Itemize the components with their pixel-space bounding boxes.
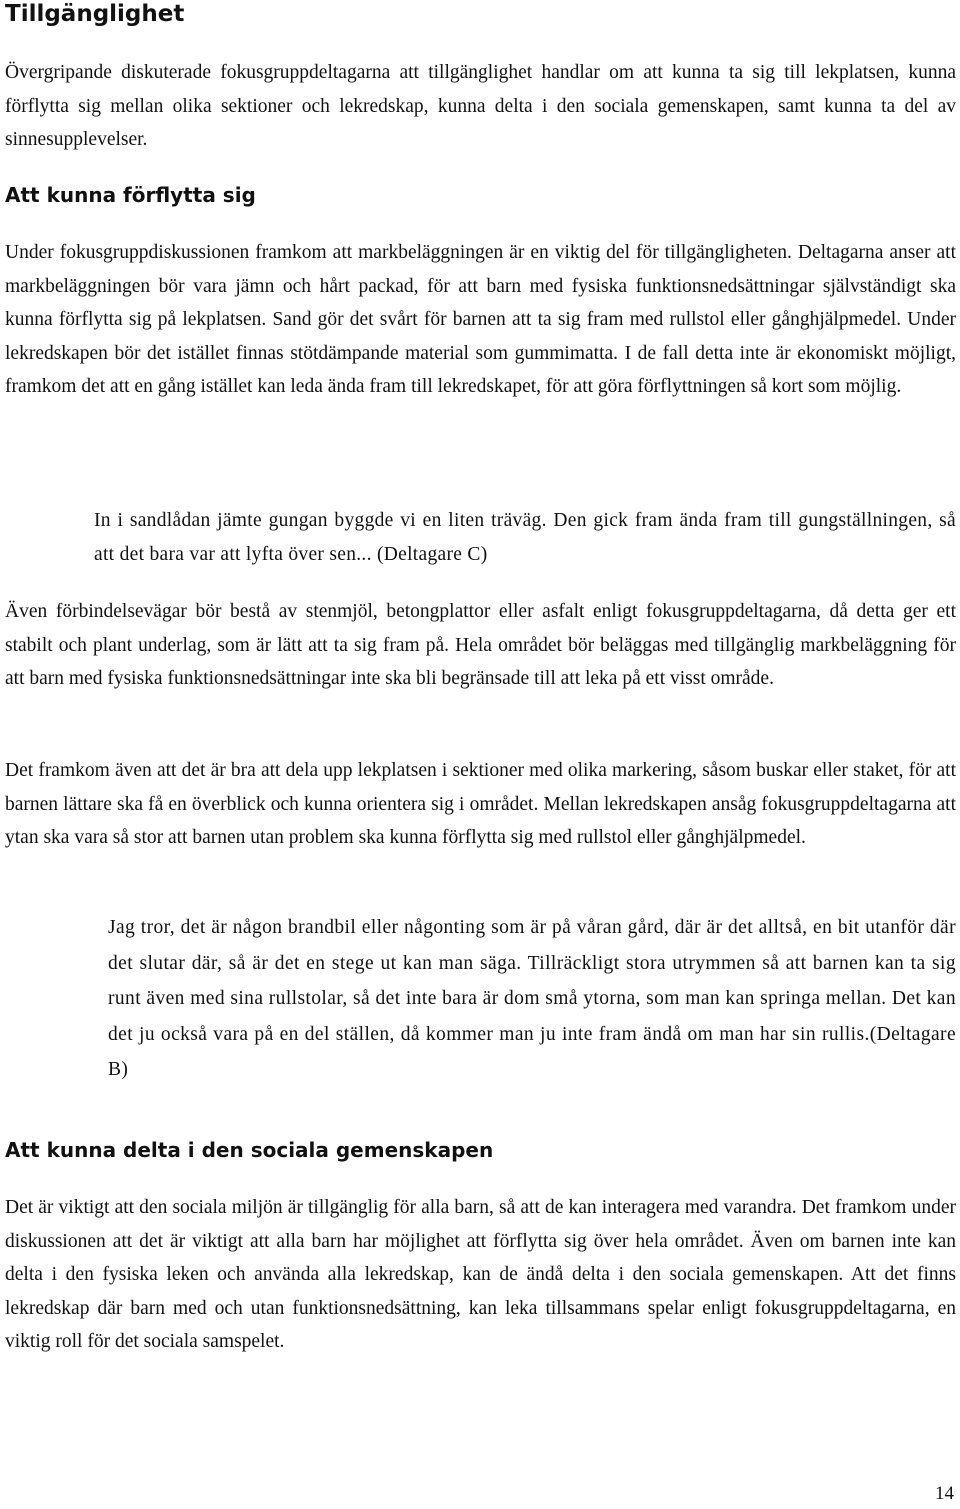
- paragraph-sektioner: Det framkom även att det är bra att dela upp lekplatsen i sektioner med olika markering, såsom buskar eller staket, för att barnen lättare ska få en överblick och kunna orientera sig i området. Mellan lekredskapen ansåg fokusgruppdeltagarna att ytan ska vara så stor att barnen utan problem ska kunna förflytta sig med rullstol eller gånghjälpmedel.: [5, 760, 956, 849]
- paragraph-social-miljo: Det är viktigt att den sociala miljön är tillgänglig för alla barn, så att de kan interagera med varandra. Det framkom under diskussionen att det är viktigt att alla barn har möjlighet att förflytta sig över hela området. Även om barnen inte kan delta i den fysiska leken och använda alla lekredskap, kan de ändå delta i den sociala gemenskapen. Att det finns lekredskap där barn med och utan funktionsnedsättning, kan leka tillsammans spelar enligt fokusgruppdeltagarna, en viktig roll för det sociala samspelet.: [5, 1197, 956, 1353]
- paragraph-markbelaggning: Under fokusgruppdiskussionen framkom att markbeläggningen är en viktig del för tillgängligheten. Deltagarna anser att markbeläggningen bör vara jämn och hårt packad, för att barn med fysiska funktionsnedsättningar självständigt ska kunna förflytta sig på lekplatsen. Sand gör det svårt för barnen att ta sig fram med rullstol eller gånghjälpmedel. Under lekredskapen bör det istället finnas stötdämpande material som gummimatta. I de fall detta inte är ekonomiskt möjligt, framkom det att en gång istället kan leda ända fram till lekredskapet, för att göra förflyttningen så kort som möjlig.: [5, 242, 956, 398]
- quote-deltagare-b: Jag tror, det är någon brandbil eller någonting som är på våran gård, där är det alltså, en bit utanför där det slutar där, så är det en stege ut kan man säga. Tillräckligt stora utrymmen så att barnen kan ta sig runt även med sina rullstolar, så det inte bara är dom små ytorna, som man kan springa mellan. Det kan det ju också vara på en del ställen, då kommer man ju inte fram ändå om man har sin rullis.(Deltagare B): [108, 917, 956, 1080]
- subheading-forflytta: Att kunna förflytta sig: [5, 183, 256, 207]
- paragraph-forbindelsevagar: Även förbindelsevägar bör bestå av stenmjöl, betongplattor eller asfalt enligt fokusgruppdeltagarna, då detta ger ett stabilt och plant underlag, som är lätt att ta sig fram på. Hela området bör beläggas med tillgänglig markbeläggning för att barn med fysiska funktionsnedsättningar inte ska bli begränsade till att leka på ett visst område.: [5, 601, 956, 690]
- page-number: 14: [935, 1483, 954, 1504]
- quote-deltagare-c: In i sandlådan jämte gungan byggde vi en liten träväg. Den gick fram ända fram till gungställningen, så att det bara var att lyfta över sen... (Deltagare C): [94, 510, 956, 565]
- subheading-delta: Att kunna delta i den sociala gemenskapen: [5, 1138, 494, 1162]
- section-heading-tillganglighet: Tillgänglighet: [5, 1, 185, 27]
- paragraph-intro: Övergripande diskuterade fokusgruppdeltagarna att tillgänglighet handlar om att kunna ta sig till lekplatsen, kunna förflytta sig mellan olika sektioner och lekredskap, kunna delta i den sociala gemenskapen, samt kunna ta del av sinnesupplevelser.: [5, 62, 956, 151]
